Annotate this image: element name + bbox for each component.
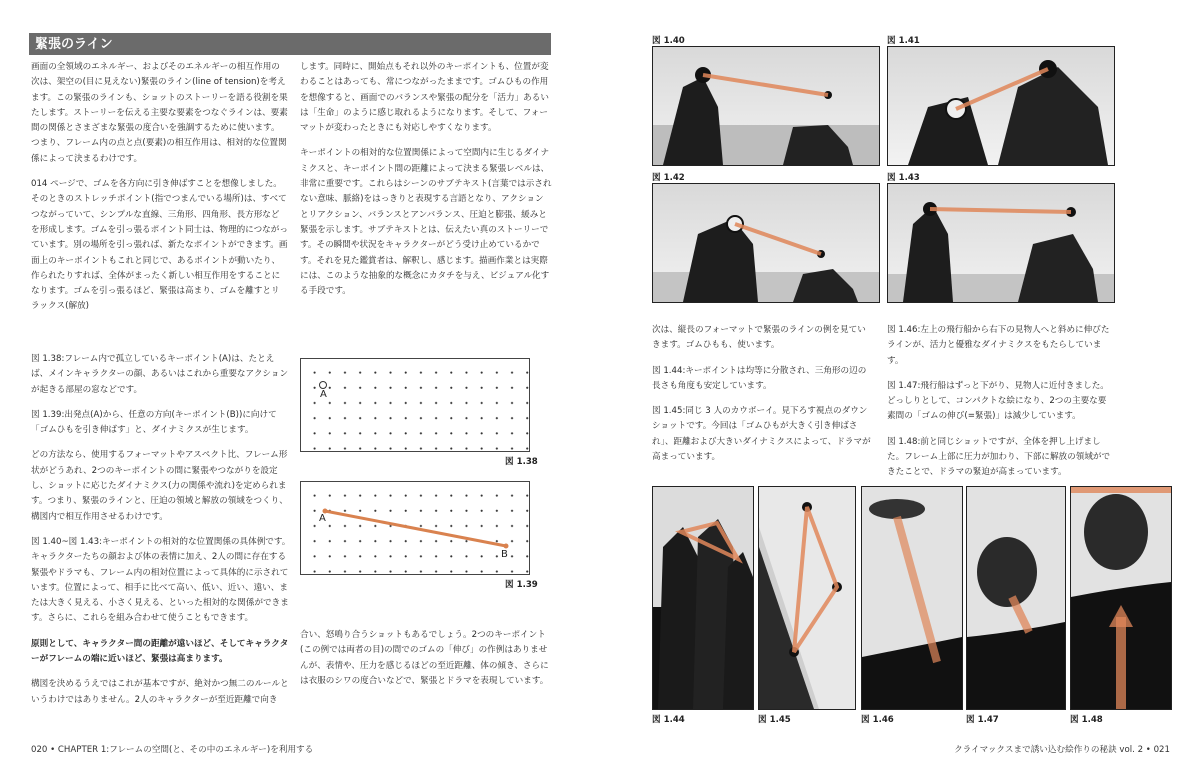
illustration-art <box>653 47 879 165</box>
right-footer: クライマックスまで誘い込む絵作りの秘訣 vol. 2 • 021 <box>954 745 1170 755</box>
paragraph: 図 1.47:飛行船はずっと下がり、見物人に近付きました。どっしりとして、コンパクトな絵になり、2つの主要な要素間の「ゴムの伸び(=緊張)」は減少しています。 <box>887 380 1109 422</box>
section-title: 緊張のライン <box>35 37 113 52</box>
figure-label: 図 1.42 <box>652 173 685 183</box>
point-a-marker <box>319 381 327 389</box>
paragraph: キーポイントの相対的な位置関係によって空間内に生じるダイナミクスと、キーポイント間の距離によって決まる緊張レベルは、非常に重要です。これらはシーンのサブテキスト(言葉では示されない意味、脈絡)をはっきりと表現する言語となり、アクションとリアクション、バランスとアンバランス、圧迫と膨張、緩みと緊張を示します。サブテキストとは、伝えたい真のストーリーです。その瞬間や状況をキャラクターがどう受け止めているかです。それを見た鑑賞者は、解釈し、感じます。描画作業とは実際には、このような抽象的な概念にカタチを与え、ビジュアル化する手段です。 <box>300 148 552 297</box>
point-a-label: A <box>320 389 327 400</box>
figure-1-38 <box>300 358 530 452</box>
illustration-1-41 <box>887 46 1115 166</box>
paragraph: 図 1.39:出発点(A)から、任意の方向(キーポイント(B))に向けて「ゴムひもを引き伸ばす」と、ダイナミクスが生じます。 <box>31 409 277 436</box>
illustration-1-46 <box>861 486 963 710</box>
left-lower-column-2 <box>300 628 552 699</box>
figure-label: 図 1.39 <box>505 580 538 590</box>
figure-label: 図 1.46 <box>861 715 894 725</box>
point-a-label: A <box>319 513 326 524</box>
paragraph: 図 1.44:キーポイントは均等に分散され、三角形の辺の長さも角度も安定しています。 <box>652 365 867 391</box>
illustration-1-44 <box>652 486 754 710</box>
paragraph: 原則として、キャラクター間の距離が遠いほど、そしてキャラクターがフレームの端に近いほど、緊張は高まります。 <box>31 638 289 665</box>
paragraph: します。同時に、開始点もそれ以外のキーポイントも、位置が変わることはあっても、常につながったままです。ゴムひもの作用を想像すると、画面でのバランスや緊張の配分を「活力」あるいは「生命」のように感じ取れるようになります。そして、フォーマットが変わったときにも対応しやすくなります。 <box>300 62 549 134</box>
paragraph: 構図を決めるうえではこれが基本ですが、絶対かつ無二のルールというわけではありません。2人のキャラクターが至近距離で向き <box>31 679 289 705</box>
figure-label: 図 1.45 <box>758 715 791 725</box>
figure-label: 図 1.48 <box>1070 715 1103 725</box>
figure-label: 図 1.44 <box>652 715 685 725</box>
illustration-art <box>888 47 1114 165</box>
point-b-label: B <box>501 549 508 560</box>
left-lower-column <box>31 352 291 718</box>
illustration-1-42 <box>652 183 880 303</box>
illustration-art <box>862 487 962 709</box>
right-column-2 <box>887 323 1113 491</box>
illustration-art <box>653 184 879 302</box>
paragraph: 014 ページで、ゴムを各方向に引き伸ばすことを想像しました。そのときのストレッチポイント(指でつまんでいる場所)は、すべてつながっていて、シンプルな直線、三角形、四角形、長方形などを形成します。ゴムを引っ張るポイント同士は、物理的につながっています。別の場所を引っ張れば、新たなポイントができます。画面上のキーポイントもこれと同じで、あるポイントが動いたり、作られたりすれば、全体がまったく新しい相互作用をすることになります。ゴムを引っ張るほど、緊張は高まり、ゴムを離すとリラックス(解放) <box>31 179 288 312</box>
right-column-1 <box>652 323 874 475</box>
figure-label: 図 1.41 <box>887 36 920 46</box>
figure-label: 図 1.43 <box>887 173 920 183</box>
paragraph: 合い、怒鳴り合うショットもあるでしょう。2つのキーポイント(この例では両者の目)の間でのゴムの「伸び」の作例はありませんが、表情や、圧力を感じるほどの至近距離、体の傾き、さらには衣服のシワの度合いなどで、緊張とドラマを表現しています。 <box>300 630 549 686</box>
paragraph: 画面の全領域のエネルギー、およびそのエネルギーの相互作用の次は、架空の(目に見えない)緊張のライン(line of tension)を考えます。この緊張のラインも、ショットのストーリーを語る役割を果たします。ストーリーを伝える主要な要素をつなぐラインは、要素間の関係とさまざまな緊張の度合いを強調するために使います。つまり、フレーム内の点と点(要素)の相互作用は、相対的な位置関係によって決まるわけです。 <box>31 62 288 164</box>
paragraph: 次は、縦長のフォーマットで緊張のラインの例を見ていきます。ゴムひもも、使います。 <box>652 325 866 351</box>
illustration-art <box>1071 487 1171 709</box>
paragraph: 図 1.46:左上の飛行船から右下の見物人へと斜めに伸びたラインが、活力と優雅なダイナミクスをもたらしています。 <box>887 325 1110 366</box>
left-column-2 <box>300 60 552 309</box>
figure-label: 図 1.38 <box>505 457 538 467</box>
illustration-art <box>888 184 1114 302</box>
left-footer: 020 • CHAPTER 1:フレームの空間(と、その中のエネルギー)を利用する <box>31 745 314 755</box>
figure-1-39 <box>300 481 530 575</box>
illustration-1-47 <box>966 486 1066 710</box>
paragraph: 図 1.48:前と同じショットですが、全体を押し上げました。フレーム上部に圧力が加わり、下部に解放の領域ができたことで、ドラマの緊迫が高まっています。 <box>887 436 1111 478</box>
figure-label: 図 1.40 <box>652 36 685 46</box>
paragraph: 図 1.38:フレーム内で孤立しているキーポイント(A)は、たとえば、メインキャラクターの顔、あるいはこれから重要なアクションが起きる部屋の窓などです。 <box>31 354 289 395</box>
illustration-1-45 <box>758 486 856 710</box>
tension-line <box>301 482 529 574</box>
illustration-art <box>759 487 855 709</box>
paragraph: 図 1.45:同じ 3 人のカウボーイ。見下ろす視点のダウンショットです。今回は「ゴムひもが大きく引き伸ばされ」、距離および大きいダイナミクスによって、ドラマが高まっています。 <box>652 406 871 463</box>
illustration-1-40 <box>652 46 880 166</box>
paragraph: どの方法なら、使用するフォーマットやアスペクト比、フレーム形状がどうあれ、2つのキーポイントの間に緊張やつながりを設定し、ショットに応じたダイナミクス(力の関係や流れ)を定められます。つまり、緊張のラインと、圧迫の領域と解放の領域をつくり、構図内で相互作用させるわけです。 <box>31 450 288 522</box>
illustration-1-43 <box>887 183 1115 303</box>
illustration-1-48 <box>1070 486 1172 710</box>
left-column-1 <box>31 60 288 325</box>
figure-label: 図 1.47 <box>966 715 999 725</box>
section-header <box>29 33 551 55</box>
illustration-art <box>967 487 1065 709</box>
paragraph: 図 1.40~図 1.43:キーポイントの相対的な位置関係の具体例です。キャラクターたちの顔および体の表情に加え、2人の間に存在する緊張やドラマも、フレーム内の相対位置によって具体的に示されています。位置によって、相手に比べて高い、低い、近い、遠い、または大きく見える、小さく見える、といった相対的な関係ができます。さらに、これらを組み合わせて使うこともできます。 <box>31 536 291 624</box>
illustration-art <box>653 487 753 709</box>
